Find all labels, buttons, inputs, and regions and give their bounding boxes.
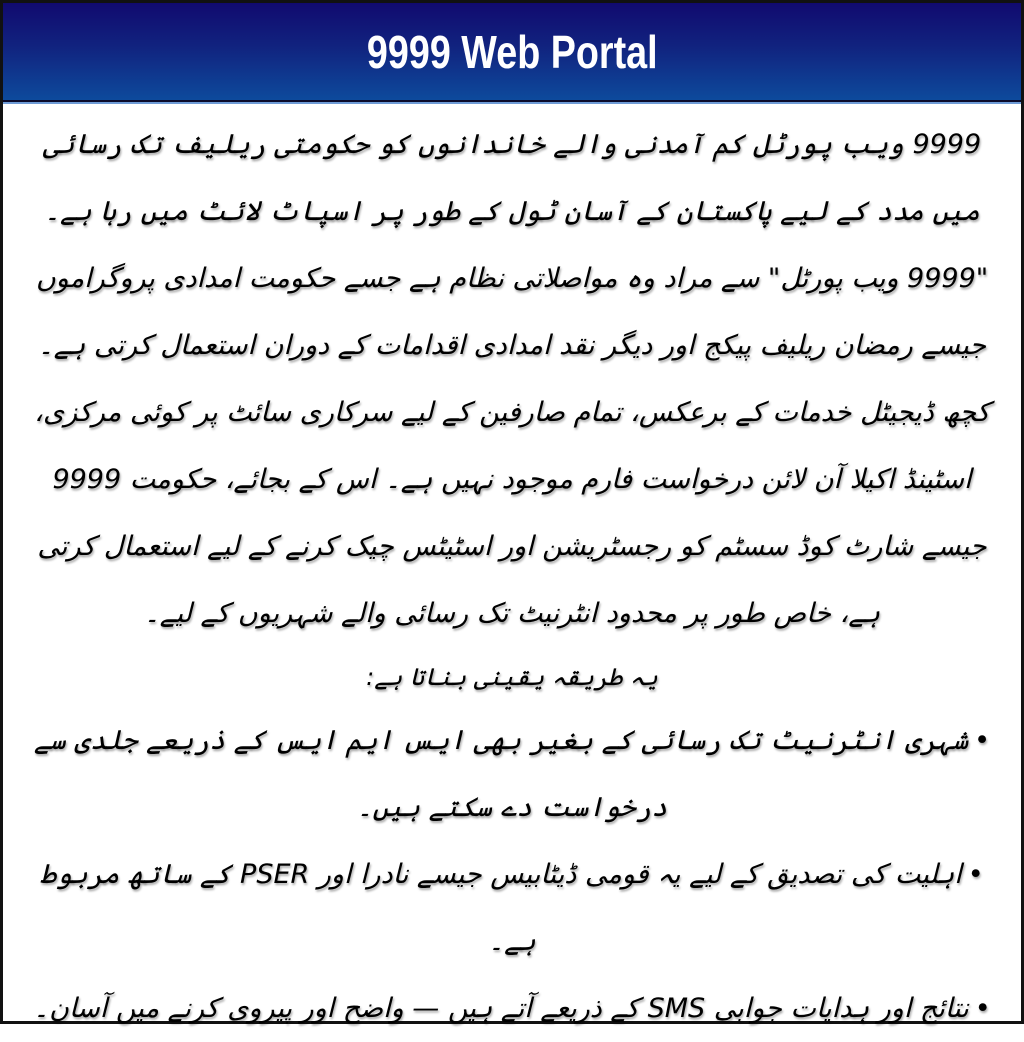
list-item-text: نتائج اور ہدایات جوابی SMS کے ذریعے آتے ہیں — واضح اور پیروی کرنے میں آسان۔ [33, 993, 969, 1024]
benefits-list [33, 707, 991, 1042]
intro-paragraph: 9999 ویب پورٹل کم آمدنی والے خاندانوں کو حکومتی ریلیف تک رسائی میں مدد کے لیے پاکستان کے آسان ٹول کے طور پر اسپاٹ لائٹ میں رہا ہے۔ [42, 129, 982, 227]
page-title: 9999 Web Portal [366, 25, 658, 78]
article-body [33, 111, 991, 1024]
list-item [33, 975, 991, 1042]
list-item-text: اہلیت کی تصدیق کے لیے یہ قومی ڈیٹابیس جیسے نادرا اور PSER کے ساتھ مربوط ہے۔ [40, 859, 962, 957]
bullet-icon: • [974, 725, 991, 756]
list-item [33, 707, 991, 841]
description-paragraph: "9999 ویب پورٹل" سے مراد وہ مواصلاتی نظام ہے جسے حکومت امدادی پروگراموں جیسے رمضان ریلیف پیکج اور دیگر نقد امدادی اقدامات کے دوران استعمال کرتی ہے۔ کچھ ڈیجیٹل خدمات کے برعکس، تمام صارفین کے لیے سرکاری سائٹ پر کوئی مرکزی، اسٹینڈ اکیلا آن لائن درخواست فارم موجود نہیں ہے۔ اس کے بجائے، حکومت 9999 جیسے شارٹ کوڈ سسٹم کو رجسٹریشن اور اسٹیٹس چیک کرنے کے لیے استعمال کرتی ہے، خاص طور پر محدود انٹرنیٹ تک رسائی والے شہریوں کے لیے۔ [34, 263, 990, 629]
list-item-text: شہری انٹرنیٹ تک رسائی کے بغیر بھی ایس ایم ایس کے ذریعے جلدی سے درخواست دے سکتے ہیں۔ [33, 725, 969, 823]
list-intro: یہ طریقہ یقینی بناتا ہے: [366, 663, 658, 691]
list-item [33, 841, 991, 975]
bullet-icon: • [967, 859, 984, 890]
title-banner [3, 3, 1021, 102]
bullet-icon: • [974, 993, 991, 1024]
